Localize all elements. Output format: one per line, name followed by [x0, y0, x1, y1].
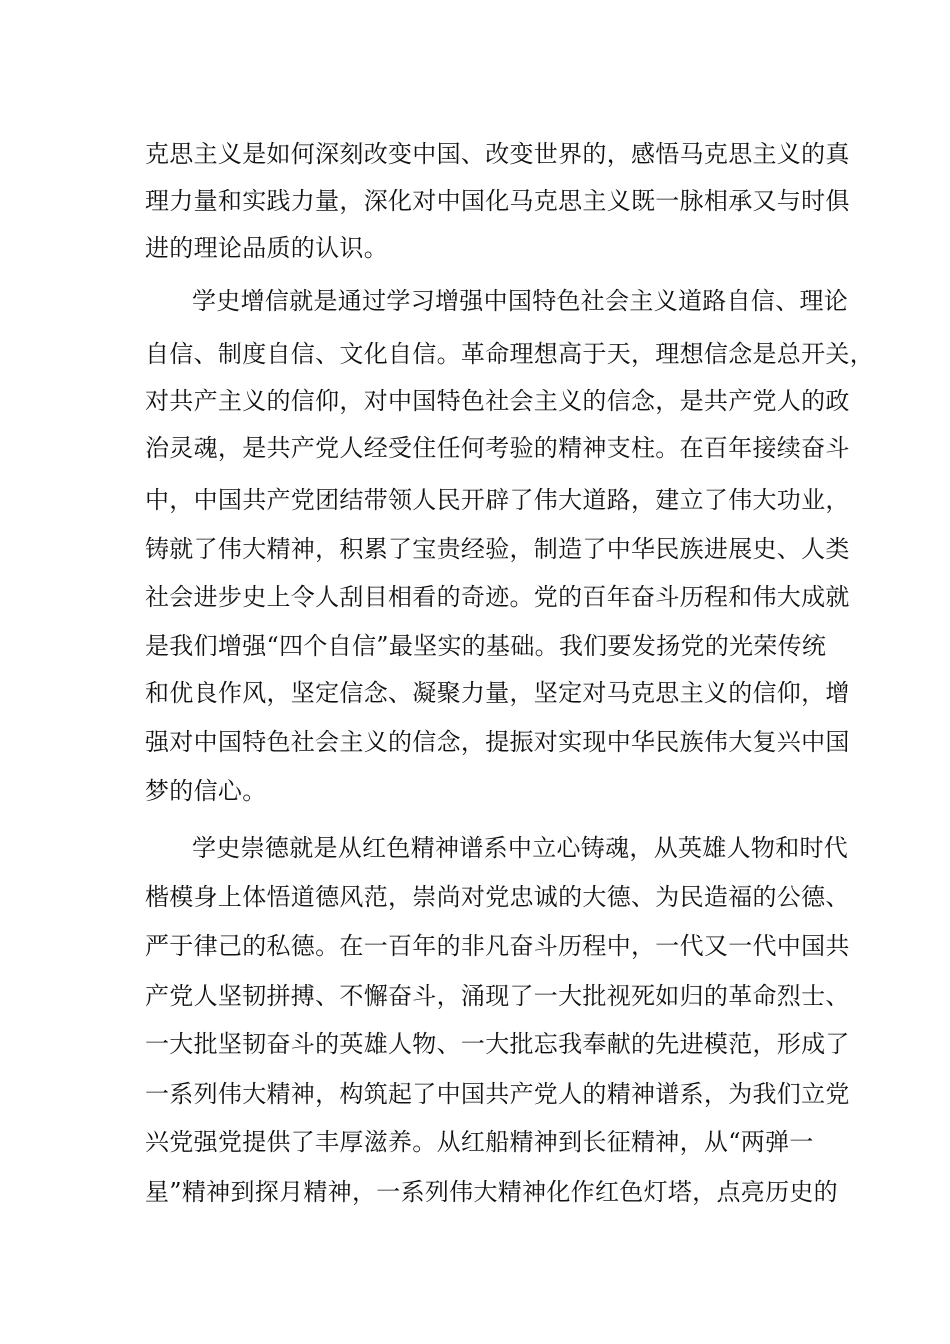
text-line: 强对中国特色社会主义的信念，提振对实现中华民族伟大复兴中国	[145, 728, 850, 756]
text-line: 中，中国共产党团结带领人民开辟了伟大道路，建立了伟大功业，	[145, 486, 850, 514]
text-line: 楷模身上体悟道德风范，崇尚对党忠诚的大德、为民造福的公德、	[145, 883, 850, 911]
text-line: 一大批坚韧奋斗的英雄人物、一大批忘我奉献的先进模范，形成了	[145, 1030, 850, 1058]
paragraph-first-line: 学史崇德就是从红色精神谱系中立心铸魂，从英雄人物和时代	[192, 834, 849, 862]
text-line: 和优良作风，坚定信念、凝聚力量，坚定对马克思主义的信仰，增	[145, 679, 850, 707]
text-line: 兴党强党提供了丰厚滋养。从红船精神到长征精神，从“两弹一	[145, 1128, 814, 1156]
text-line: 自信、制度自信、文化自信。革命理想高于天，理想信念是总开关，	[145, 340, 874, 368]
text-line: 梦的信心。	[145, 777, 267, 805]
text-line: 克思主义是如何深刻改变中国、改变世界的，感悟马克思主义的真	[145, 140, 850, 168]
text-line: 社会进步史上令人刮目相看的奇迹。党的百年奋斗历程和伟大成就	[145, 583, 850, 611]
text-line: 治灵魂，是共产党人经受住任何考验的精神支柱。在百年接续奋斗	[145, 434, 850, 462]
text-line: 对共产主义的信仰，对中国特色社会主义的信念，是共产党人的政	[145, 387, 850, 415]
text-line: 铸就了伟大精神，积累了宝贵经验，制造了中华民族进展史、人类	[145, 535, 850, 563]
text-line: 进的理论品质的认识。	[145, 234, 388, 262]
text-line: 是我们增强“四个自信”最坚实的基础。我们要发扬党的光荣传统	[145, 632, 827, 660]
text-line: 一系列伟大精神，构筑起了中国共产党人的精神谱系，为我们立党	[145, 1080, 850, 1108]
paragraph-first-line: 学史增信就是通过学习增强中国特色社会主义道路自信、理论	[192, 287, 849, 315]
text-line: 严于律己的私德。在一百年的非凡奋斗历程中，一代又一代中国共	[145, 932, 850, 960]
text-line: 理力量和实践力量，深化对中国化马克思主义既一脉相承又与时俱	[145, 187, 850, 215]
text-line: 产党人坚韧拼搏、不懈奋斗，涌现了一大批视死如归的革命烈士、	[145, 982, 850, 1010]
text-line: 星”精神到探月精神，一系列伟大精神化作红色灯塔，点亮历史的	[145, 1178, 838, 1206]
